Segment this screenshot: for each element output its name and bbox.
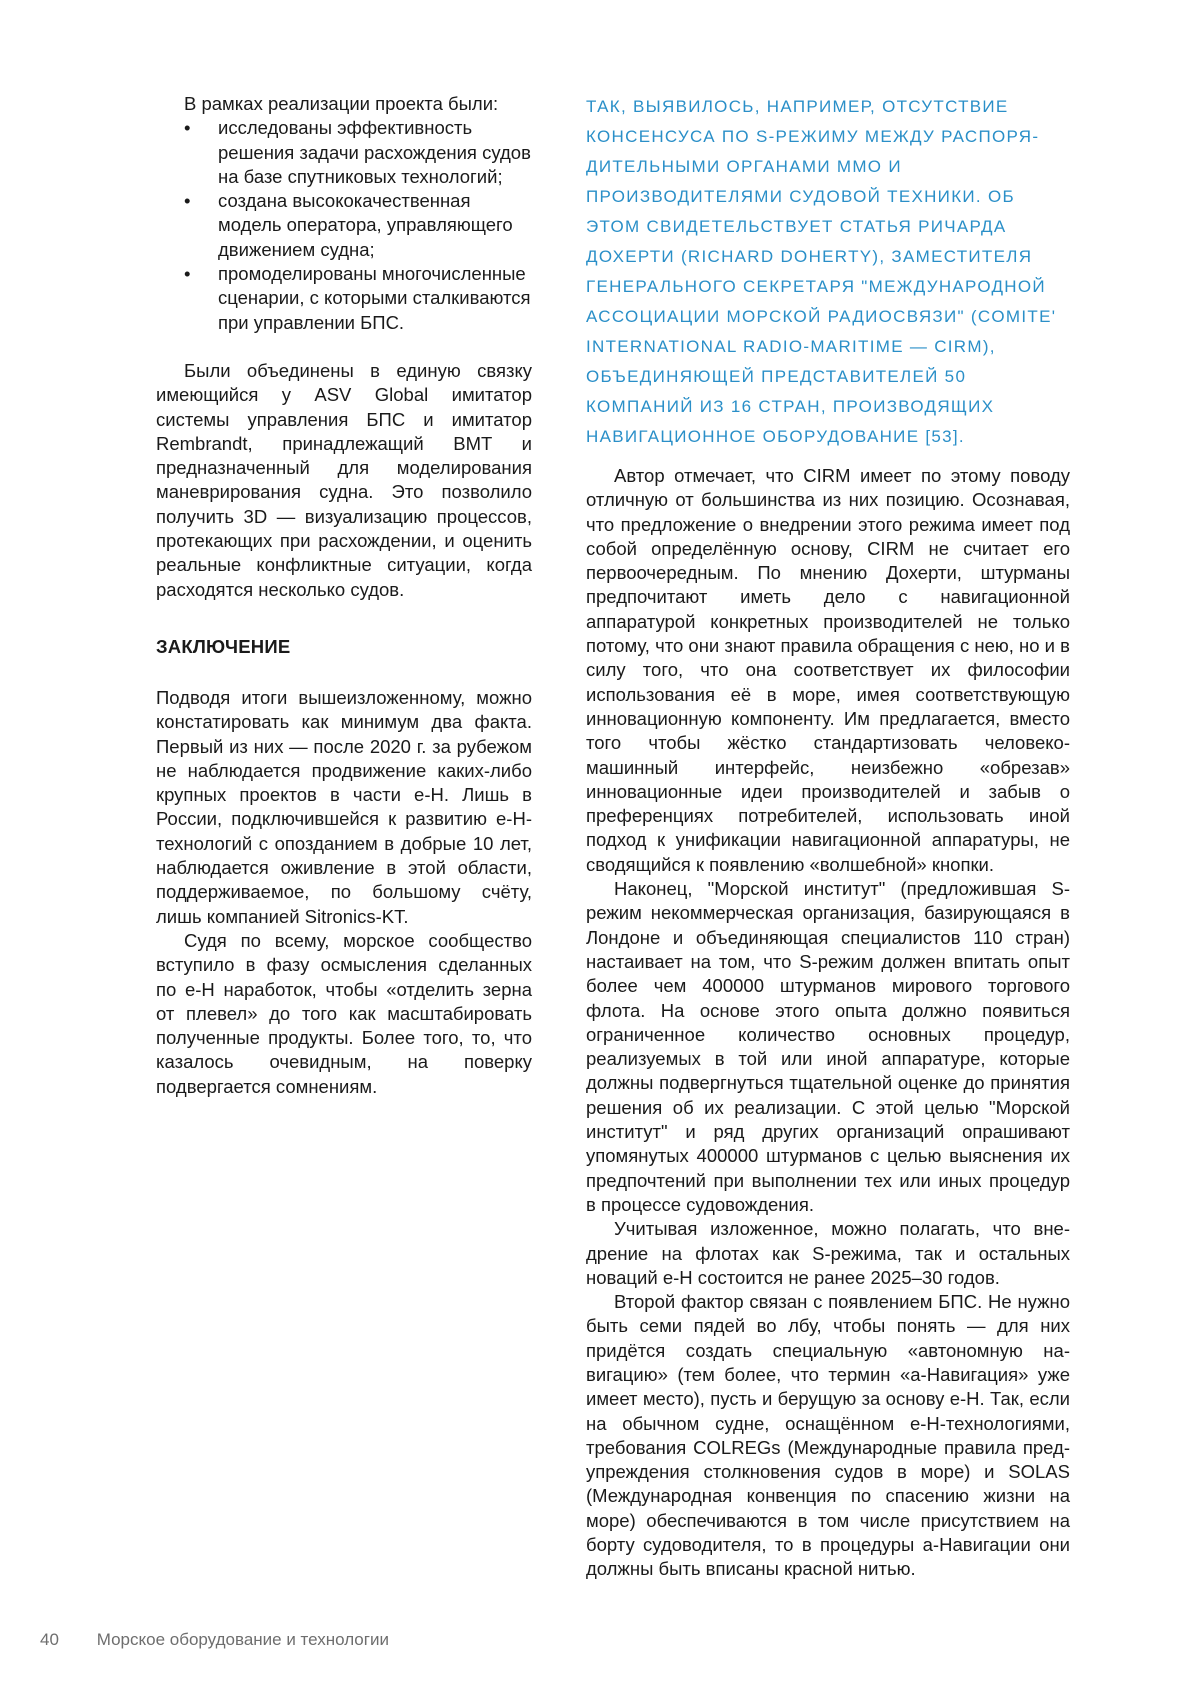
project-results-list (156, 116, 532, 335)
page-footer (40, 1630, 389, 1650)
list-intro: В рамках реализации проекта были: (184, 93, 499, 114)
list-item: • создана высококачественная модель оператора, управляющего движением судна; (218, 189, 532, 262)
body-paragraph: Подводя итоги вышеизложенному, можно констатировать как минимум два факта. Первый из них — после 2020 г. за рубежом не наблюдается продвижение каких-либо крупных проектов в части е-Н. Лишь в России, подключившейся к развитию е-Н-технологий с опозданием в добрые 10 лет, наблюдается оживление в этой области, поддерживаемое, по большому счёту, лишь компанией Sitronics-KT. (156, 686, 532, 927)
body-paragraph: Были объединены в единую связку имеющийся у ASV Global имитатор системы управления БПС и имитатор Rembrandt, принадлежащий BMT и предназначенный для моделирования маневрирования судна. Это позволило получить 3D — визуализацию процессов, протекающих при расхождении, и оценить реальные конфликтные ситуации, когда расходятся несколько судов. (156, 359, 532, 600)
body-paragraph: Учитывая изложенное, можно полагать, что внедрение на флотах как S-режима, так и остальных новаций е-Н состоится не ранее 2025–30 годов. (586, 1218, 1070, 1288)
body-paragraph: Автор отмечает, что CIRM имеет по этому поводу отличную от большинства из них позицию. Осознавая, что предложение о внедрении этого режима имеет под собой определённую основу, CIRM не считает его первоочередным. По мнению Дохерти, штурманы предпочитают иметь дело с навигационной аппаратурой конкретных производителей не только потому, что они знают правила обращения с нею, но и в силу того, что она соответствует их философии использования её в море, имея соответствующую инновационную компоненту. Им предлагается, вместо того чтобы жёстко стандартизовать человеко-машинный интерфейс, неизбежно «обрезав» инновационные идеи производителей и забыв о преференциях потребителей, использовать иной подход к унификации навигационной аппаратуры, не сводящийся к появлению «волшебной» кнопки. (586, 465, 1070, 875)
list-item: • исследованы эффективность решения задачи расхождения судов на базе спутниковых технологий; (218, 116, 532, 189)
body-paragraph: Второй фактор связан с появлением БПС. Не нужно быть семи пядей во лбу, чтобы понять — для них придётся создать специальную «автономную навигацию» (тем более, что термин «а-Навигация» уже имеет место), пусть и берущую за основу е-Н. Так, если на обычном судне, оснащённом е-Н-технологиями, требования COLREGs (Международные правила предупреждения столкновения судов в море) и SOLAS (Международная конвенция по спасению жизни на море) обеспечиваются в том числе присутствием на борту судоводителя, то в процедуры а-Навигации они должны быть вписаны красной нитью. (586, 1291, 1070, 1580)
spacer (156, 335, 532, 359)
page-number: 40 (40, 1630, 59, 1649)
left-column (156, 92, 532, 1099)
right-column (586, 92, 1070, 1582)
section-heading: ЗАКЛЮЧЕНИЕ (156, 635, 291, 657)
body-paragraph: Наконец, "Морской институт" (предложившая S-режим некоммерческая организация, базирующаяся в Лондоне и объединяющая специалистов 110 стран) настаивает на том, что S-режим должен впитать опыт более чем 400000 штурманов мирового торгового флота. На основе этого опыта должно появиться ограниченное количество основных процедур, реализуемых в той или иной аппаратуре, которые должны подвергнуться тщательной оценке до принятия решения об их реализации. С этой целью "Морской институт" и ряд других организаций опрашивают упомянутых 400000 штурманов с целью выяснения их предпочтений при выполнении тех или иных процедур в процессе судовождения. (586, 878, 1070, 1215)
journal-title: Морское оборудование и технологии (96, 1630, 389, 1649)
list-item: • промоделированы многочисленные сценарии, с которыми сталкиваются при управлении БПС. (218, 262, 532, 335)
pull-quote: ТАК, ВЫЯВИЛОСЬ, НАПРИМЕР, ОТСУТСТВИЕ КОНСЕНСУСА ПО S-РЕЖИМУ МЕЖДУ РАСПОРЯ-ДИТЕЛЬНЫМИ ОРГАНАМИ ММО И ПРОИЗВОДИТЕЛЯМИ СУДОВОЙ ТЕХНИКИ. ОБ ЭТОМ СВИДЕТЕЛЬСТВУЕТ СТАТЬЯ РИЧАРДА ДОХЕРТИ (RICHARD DOHERTY), ЗАМЕСТИТЕЛЯ ГЕНЕРАЛЬНОГО СЕКРЕТАРЯ "МЕЖДУНАРОДНОЙ АССОЦИАЦИИ МОРСКОЙ РАДИОСВЯЗИ" (COMITE' INTERNATIONAL RADIO-MARITIME — CIRM), ОБЪЕДИНЯЮЩЕЙ ПРЕДСТАВИТЕЛЕЙ 50 КОМПАНИЙ ИЗ 16 СТРАН, ПРОИЗВОДЯЩИХ НАВИГАЦИОННОЕ ОБОРУДОВАНИЕ [53]. (586, 97, 1057, 446)
body-paragraph: Судя по всему, морское сообщество вступило в фазу осмысления сделанных по е-Н наработок, чтобы «отделить зерна от плевел» до того как масштабировать полученные продукты. Более того, то, что казалось очевидным, на поверку подвергается сомнениям. (156, 929, 532, 1097)
